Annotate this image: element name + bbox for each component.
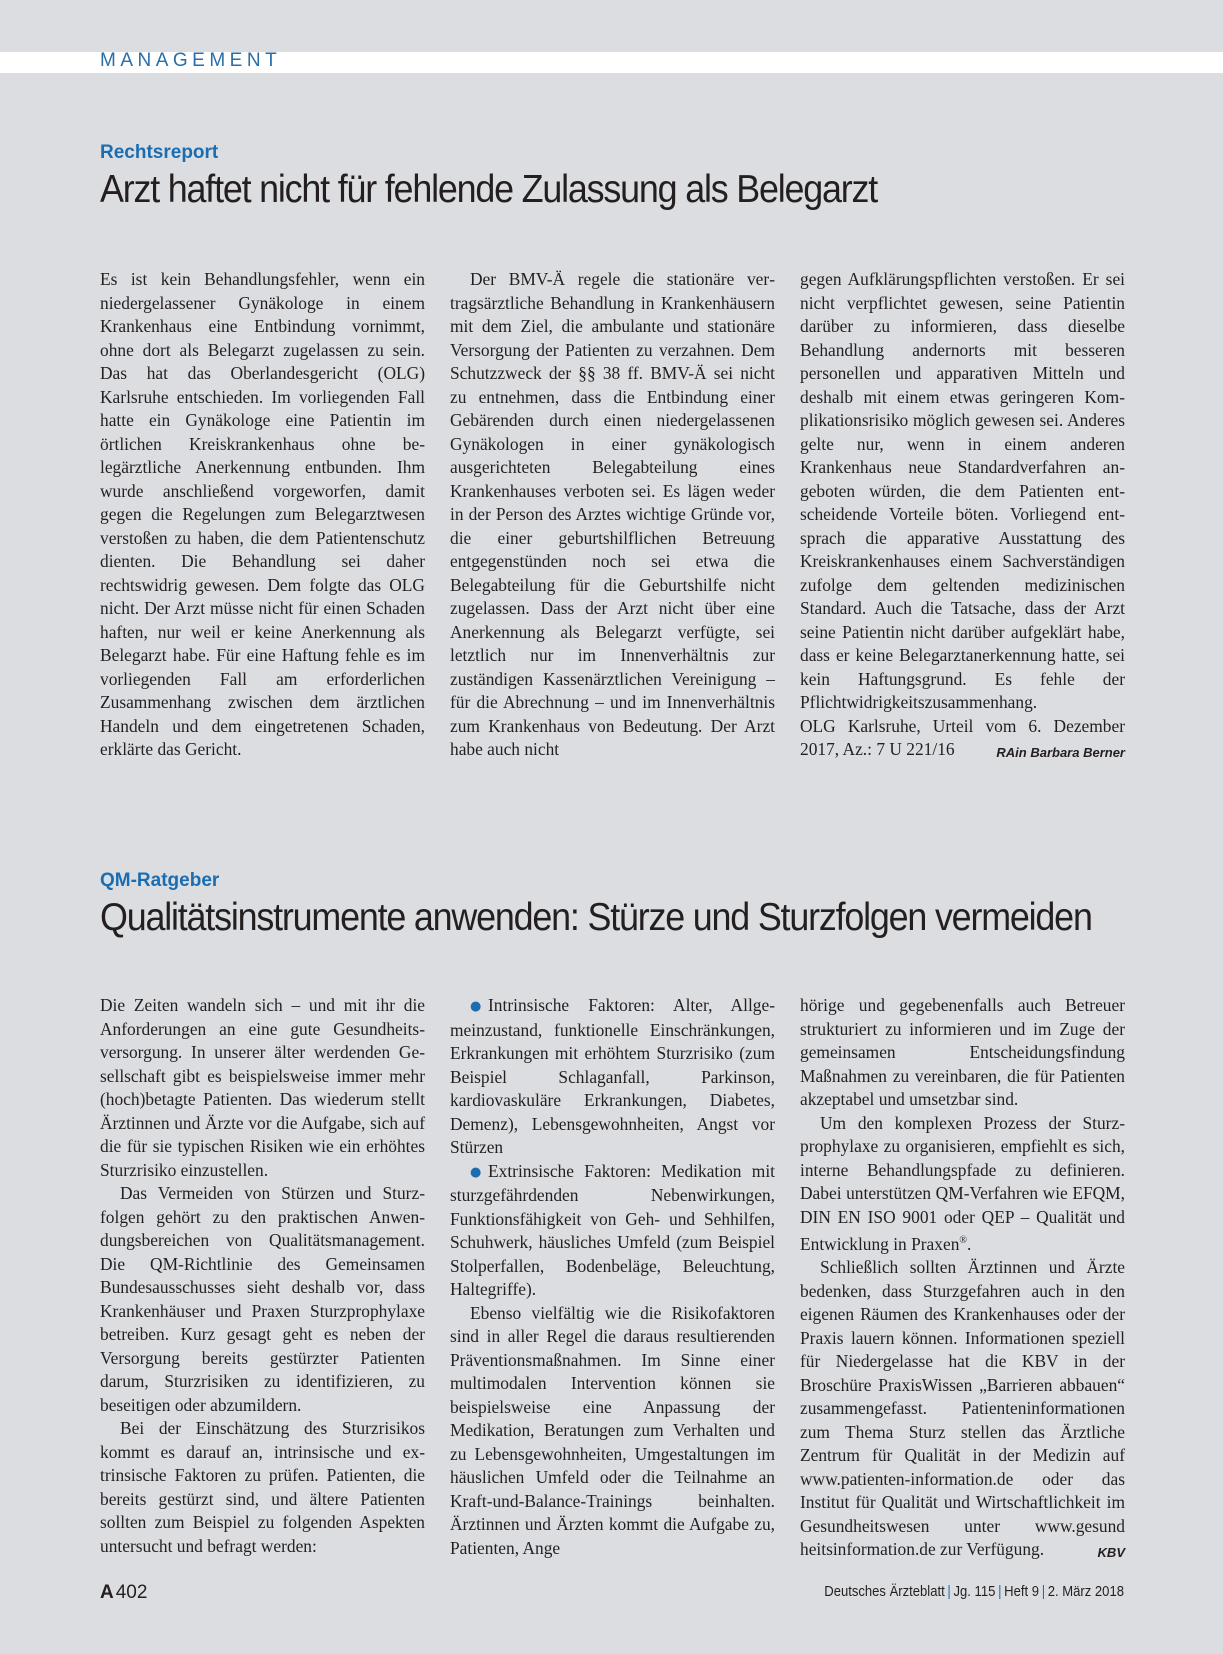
paragraph-text: Schließlich sollten Ärztinnen und Ärzte bedenken, dass Sturzgefahren auch in den eigenen Räumen des Krankenhauses oder der Praxis lauern können. Informationen speziell für Niedergelasse hat die KBV in der Broschüre PraxisWissen „Barrieren abbauen“ zusammengefasst. Patienteninformationen zum Thema Sturz stellen das Ärztliche Zentrum für Qualität in der Medizin auf www.patienten-information.de oder das Institut für Qualität und Wirtschaftlichkeit im Gesundheitswesen unter www.gesund heitsinformation.de zur Verfügung. [800,1257,1125,1560]
paragraph: Die Zeiten wandeln sich – und mit ihr die Anforderungen an eine gute Gesundheitsversorgung. In unserer älter werdenden Gesellschaft gibt es beispielsweise immer mehr (hoch)betagte Patienten. Das wiederum stellt Ärztinnen und Ärzte vor die Aufgabe, sich auf die für sie typischen Risiken wie ein erhöhtes Sturzrisiko einzustellen. [100,995,425,1180]
paragraph: Bei der Einschätzung des Sturzrisikos kommt es darauf an, intrinsische und extrinsische Faktoren zu prüfen. Patienten, die bereits gestürzt sind, und ältere Patienten sollten zum Beispiel zu folgenden Aspekten untersucht und befragt werden: [100,1418,425,1556]
separator: | [998,1584,1002,1600]
paragraph [800,1112,1125,1257]
article-kicker: Rechtsreport [100,142,219,163]
article1-column-1 [100,268,425,762]
author-byline: RAin Barbara Berner [996,745,1125,760]
paragraph: Es ist kein Behandlungsfehler, wenn ein niedergelassener Gynäkologe in einem Krankenhaus eine Entbindung vornimmt, ohne dort als Belegarzt zugelassen zu sein. Das hat das Oberlandesgericht (OLG) Karlsruhe entschieden. Im vorliegenden Fall hatte ein Gynäkologe eine Patientin im örtlichen Kreiskrankenhaus ohne belegärztliche Anerkennung entbunden. Ihm wurde anschließend vorgeworfen, damit gegen die Regelungen zum Belegarztwesen verstoßen zu haben, die dem Patientenschutz dienten. Die Behandlung sei daher rechtswidrig gewesen. Dem folgte das OLG nicht. Der Arzt müsse nicht für einen Schaden haften, nur weil er keine Anerkennung als Belegarzt habe. Für eine Haftung fehle es im vorliegenden Fall am erforderlichen Zusammenhang zwischen dem ärztlichen Handeln und dem eingetretenen Schaden, erklärte das Gericht. [100,269,425,759]
paragraph: Das Vermeiden von Stürzen und Sturzfolgen gehört zu den praktischen Anwendungsbereichen von Qualitätsmanagement. Die QM-Richtlinie des Gemeinsamen Bundesausschusses sieht deshalb vor, dass Krankenhäuser und Praxen Sturzprophylaxe betreiben. Kurz gesagt geht es neben der Versorgung bereits gestürzter Patienten darum, Sturzrisiken zu identifizieren, zu beseitigen oder abzumildern. [100,1183,425,1415]
bullet-text: Extrinsische Faktoren: Medikation mit sturzgefährdenden Nebenwirkungen, Funktionsfähigkeit von Geh- und Sehhilfen, Schuhwerk, häusliches Umfeld (zum Beispiel Stolperfallen, Bodenbeläge, Beleuchtung, Haltegriffe). [450,1160,775,1299]
article-kicker: QM-Ratgeber [100,870,220,891]
author-byline: KBV [1097,1545,1125,1561]
journal-date: 2. März 2018 [1047,1584,1124,1600]
citation-text: OLG Karlsruhe, Urteil vom 6. Dezember 2017, Az.: 7 U 221/16 [800,715,1125,759]
article-rechtsreport [100,142,1124,214]
bullet-item [450,994,775,1160]
journal-issue: Heft 9 [1004,1584,1040,1600]
article1-column-2 [450,268,775,762]
top-band [0,0,1223,52]
separator: | [947,1584,951,1600]
paragraph-text: Um den komplexen Prozess der Sturzprophylaxe zu organisieren, empfiehlt es sich, interne Behandlungspfade zu definieren. Dabei unterstützen QM-Verfahren wie EFQM, DIN EN ISO 9001 oder QEP – Qualität und Entwicklung in Praxen [800,1112,1125,1254]
page-number [100,1582,147,1604]
section-label: MANAGEMENT [100,50,282,71]
article2-column-3 [800,994,1125,1565]
paragraph: hörige und gegebenenfalls auch Betreuer strukturiert zu informieren und im Zuge der gemeinsamen Entscheidungsfindung Maßnahmen zu vereinbaren, die für Patienten akzeptabel und umsetzbar sind. [800,995,1125,1109]
bullet-text: Intrinsische Faktoren: Alter, Allgemeinzustand, funktionelle Einschränkungen, Erkrankungen mit erhöhtem Sturzrisiko (zum Beispiel Schlaganfall, Parkinson, kardiovaskuläre Erkrankungen, Diabetes, Demenz), Lebensgewohnheiten, Angst vor Stürzen [450,995,775,1157]
registered-mark: ® [959,1235,967,1246]
article-headline: Qualitätsinstrumente anwenden: Stürze und Sturzfolgen vermeiden [100,896,1092,939]
article2-column-2 [450,994,775,1560]
paragraph: Ebenso vielfältig wie die Risikofaktoren sind in aller Regel die daraus resultierenden Präventionsmaßnahmen. Im Sinne einer multimodalen Intervention können sie beispielsweise eine Anpassung der Medikation, Beratungen zum Verhalten und zu Lebensgewohnheiten, Umgestaltungen im häuslichen Umfeld oder die Teilnahme an Kraft-und-Balance-Trainings beinhalten. Ärztinnen und Ärzten kommt die Aufgabe zu, Patienten, Ange [450,1302,775,1558]
paragraph-end: . [967,1233,972,1254]
paragraph: Der BMV-Ä regele die stationäre vertragsärztliche Behandlung in Krankenhäusern mit dem Ziel, die ambulante und stationäre Versorgung der Patienten zu verzahnen. Dem Schutzzweck der §§ 38 ff. BMV-Ä sei nicht zu entnehmen, dass die Entbindung einer Gebärenden durch einen niedergelassenen Gynäkologen in einer gynäkologisch ausgerichteten Belegabteilung eines Krankenhauses verboten sei. Es lägen weder in der Person des Arztes wichtige Gründe vor, die einer geburtshilflichen Betreuung entgegenstünden noch sei etwa die Belegabteilung für die Geburtshilfe nicht zugelassen. Dass der Arzt nicht über eine Anerkennung als Belegarzt verfügte, sei letztlich nur im Innenverhältnis zur zuständigen Kassenärztlichen Vereinigung – für die Abrechnung – und im Innenverhältnis zum Krankenhaus von Bedeutung. Der Arzt habe auch nicht [450,269,775,759]
article2-column-1 [100,994,425,1558]
bullet-item [450,1160,775,1302]
page-prefix: A [100,1582,114,1603]
bullet-dot-icon: ● [470,999,482,1014]
page-number-value: 402 [115,1582,148,1603]
article-qm-ratgeber [100,870,1124,942]
bullet-dot-icon: ● [470,1164,482,1180]
article-headline: Arzt haftet nicht für fehlende Zulassung als Belegarzt [100,168,878,211]
separator: | [1041,1584,1046,1600]
paragraph: gegen Aufklärungspflichten verstoßen. Er sei nicht verpflichtet gewesen, seine Patientin darüber zu informieren, dass dieselbe Behandlung andernorts mit besseren personellen und apparativen Mitteln und deshalb mit einem etwas geringeren Komplikationsrisiko möglich gewesen sei. Anderes gelte nur, wenn in einem anderen Krankenhaus neue Standardverfahren angeboten würden, die dem Patienten entscheidende Vorteile böten. Vorliegend entsprach die apparative Ausstattung des Kreiskrankenhauses einem Sachverständigen zufolge dem geltenden medizinischen Standard. Auch die Tatsache, dass der Arzt seine Patientin nicht darüber aufgeklärt habe, dass er keine Belegarztanerkennung hatte, sei kein Haftungsgrund. Es fehle der Pflichtwidrigkeitszusammenhang. [800,269,1125,712]
journal-volume: Jg. 115 [953,1584,996,1600]
article1-column-3 [800,268,1125,765]
journal-info [824,1584,1124,1600]
paragraph [800,1256,1125,1562]
citation [800,715,1125,762]
journal-name: Deutsches Ärzteblatt [824,1584,945,1600]
page-footer [100,1582,1124,1606]
